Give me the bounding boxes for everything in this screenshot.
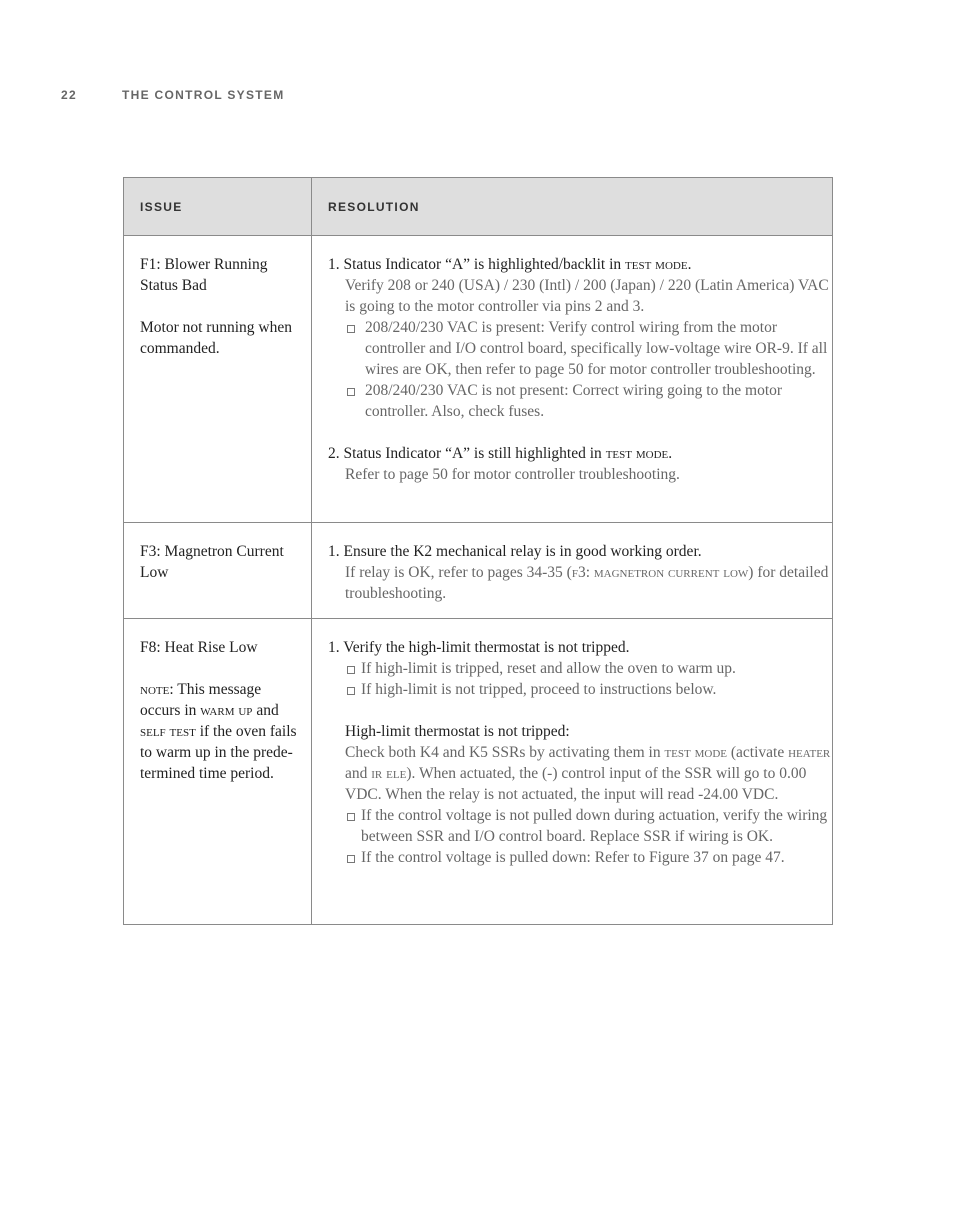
mode-name: test mode: [625, 256, 688, 273]
step-text-end: .: [687, 256, 692, 273]
step-text-end: .: [668, 445, 673, 462]
resolution-cell: [312, 236, 833, 523]
note-text: : This message occurs in: [140, 681, 262, 719]
component-name: ir ele: [371, 765, 407, 782]
component-name: heater: [788, 744, 831, 761]
column-header-resolution: RESOLUTION: [312, 178, 833, 236]
desc-text: and: [345, 765, 372, 782]
mode-name: test mode: [664, 744, 727, 761]
mode-name: self test: [140, 723, 196, 740]
list-item: If high-limit is tripped, reset and allow the oven to warm up.: [328, 658, 832, 679]
issue-title: F8: Heat Rise Low: [140, 639, 258, 656]
bullet-list: [328, 317, 832, 422]
resolution-step: 1. Ensure the K2 mechanical relay is in good working order.: [328, 543, 702, 560]
column-header-issue: ISSUE: [124, 178, 312, 236]
step-text: 2. Status Indicator “A” is still highlighted in: [328, 445, 606, 462]
resolution-step: 1. Verify the high-limit thermostat is not tripped.: [328, 639, 630, 656]
table-row: [124, 619, 833, 925]
desc-text-end: ) for detailed troubleshooting.: [345, 564, 829, 602]
issue-note: [140, 679, 303, 784]
step-text: 1. Status Indicator “A” is highlighted/backlit in: [328, 256, 626, 273]
mode-name: test mode: [605, 445, 669, 462]
list-item: 208/240/230 VAC is not present: Correct wiring going to the motor controller. Also, check fuses.: [328, 380, 832, 422]
resolution-step: [328, 443, 832, 464]
table-row: [124, 523, 833, 619]
issue-title: F3: Magnetron Current Low: [140, 543, 284, 581]
step-description: Refer to page 50 for motor controller troubleshooting.: [345, 466, 680, 483]
issue-cell: [124, 236, 312, 523]
resolution-step: [328, 254, 832, 275]
note-text: and: [252, 702, 279, 719]
desc-text: Check both K4 and K5 SSRs by activating them in: [345, 744, 665, 761]
desc-text: (activate: [727, 744, 789, 761]
note-label: note: [140, 681, 170, 698]
desc-text: If relay is OK, refer to pages 34-35 (: [345, 564, 572, 581]
subheading: High-limit thermostat is not tripped:: [345, 723, 570, 740]
issue-title: F1: Blower Running Status Bad: [140, 256, 268, 294]
step-description: Verify 208 or 240 (USA) / 230 (Intl) / 200 (Japan) / 220 (Latin America) VAC is going to the motor controller via pins 2 and 3.: [345, 277, 829, 315]
issue-cell: [124, 619, 312, 925]
bullet-list: [328, 805, 832, 868]
step-description: [345, 562, 832, 604]
desc-text: ). When actuated, the (-) control input of the SSR will go to 0.00 VDC. When the relay is not actuated, the input will read -24.00 VDC.: [345, 765, 807, 803]
list-item: If the control voltage is pulled down: Refer to Figure 37 on page 47.: [328, 847, 832, 868]
list-item: If the control voltage is not pulled down during actuation, verify the wiring between SSR and I/O control board. Replace SSR if wiring is OK.: [328, 805, 832, 847]
fault-name: f3: magnetron current low: [571, 564, 749, 581]
running-header: [61, 88, 285, 102]
list-item: 208/240/230 VAC is present: Verify control wiring from the motor controller and I/O control board, specifically low-voltage wire OR-9. If all wires are OK, then refer to page 50 for motor controller troubleshooting.: [328, 317, 832, 380]
bullet-list: [328, 658, 832, 700]
issue-cell: [124, 523, 312, 619]
table-row: [124, 236, 833, 523]
mode-name: warm up: [200, 702, 253, 719]
note-text: if the oven fails to warm up in the prede-termined time period.: [140, 723, 297, 782]
resolution-cell: [312, 619, 833, 925]
troubleshooting-table: [123, 177, 833, 925]
section-title: THE CONTROL SYSTEM: [122, 88, 285, 102]
table-header-row: [124, 178, 833, 236]
issue-description: Motor not running when commanded.: [140, 319, 292, 357]
step-description: [345, 742, 832, 805]
list-item: If high-limit is not tripped, proceed to instructions below.: [328, 679, 832, 700]
resolution-cell: [312, 523, 833, 619]
page-number: 22: [61, 88, 77, 102]
